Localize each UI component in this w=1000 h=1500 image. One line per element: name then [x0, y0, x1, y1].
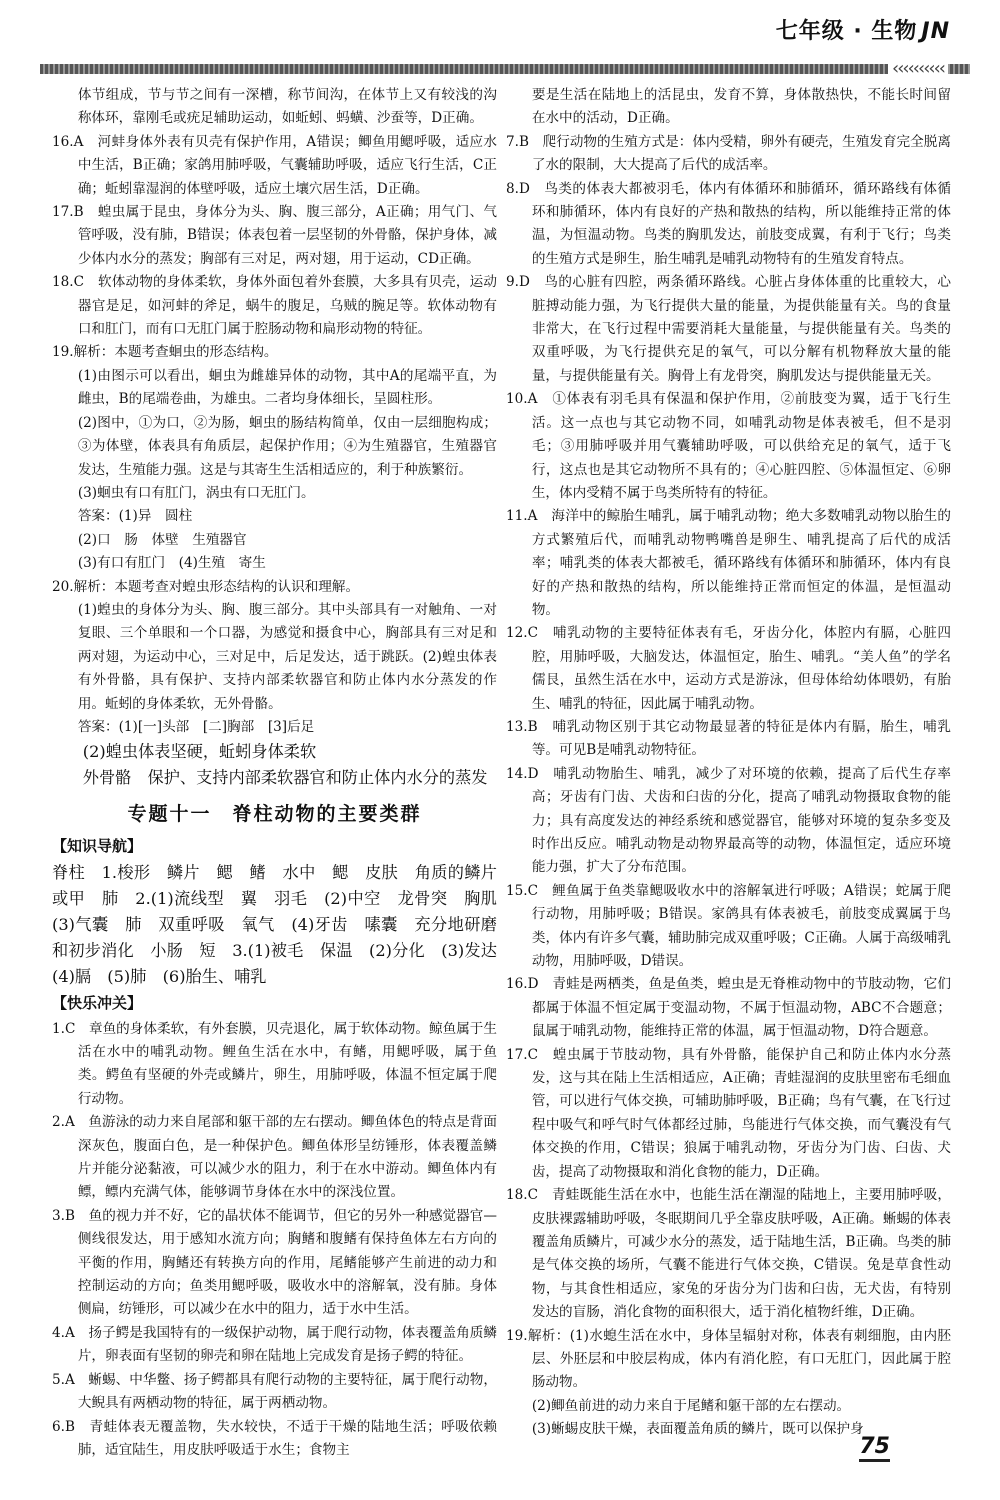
answer-paragraph: (3)蛔虫有口有肛门，涡虫有口无肛门。 [77, 484, 315, 501]
answer-paragraph: 3.B 鱼的视力并不好，它的晶状体不能调节，但它的另外一种感觉器官—侧线很发达，用于感知水流方向；胸鳍和腹鳍有保持鱼体左右方向的平衡的作用，胸鳍还有转换方向的作用，尾鳍能够产生前进的动力和控制运动的方向；鱼类用鳃呼吸，吸收水中的溶解氧，没有肺。身体侧扁，纺锤形，可以减少在水中的阻力，适于水中生活。 [52, 1207, 497, 1318]
header-chevrons: ‹‹‹‹‹‹‹‹‹‹ [888, 58, 948, 79]
answer-paragraph: 18.C 青蛙既能生活在水中，也能生活在潮湿的陆地上，主要用肺呼吸，皮肤裸露辅助呼吸，冬眠期间几乎全靠皮肤呼吸，A正确。蜥蜴的体表覆盖角质鳞片，可减少水分的蒸发，适于陆地生活，B正确。鸟类的肺是气体交换的场所，气囊不能进行气体交换，C错误。兔是草食性动物，与其食性相适应，家兔的牙齿分为门齿和臼齿，无犬齿，有特别发达的盲肠，消化食物的面积很大，适于消化植物纤维，D正确。 [506, 1187, 951, 1321]
right-column [506, 84, 951, 1442]
answer-paragraph: 13.B 哺乳动物区别于其它动物最显著的特征是体内有膈，胎生，哺乳等。可见B是哺乳动物特征。 [506, 718, 951, 759]
answer-paragraph: 7.B 爬行动物的生殖方式是：体内受精，卵外有硬壳，生殖发育完全脱离了水的限制，大大提高了后代的成活率。 [506, 133, 951, 174]
answer-paragraph: (3)蜥蜴皮肤干燥，表面覆盖角质的鳞片，既可以保护身 [531, 1421, 864, 1438]
answer-paragraph: 5.A 蜥蜴、中华鳖、扬子鳄都具有爬行动物的主要特征，属于爬行动物，大鲵具有两栖动物的特征，属于两栖动物。 [52, 1371, 497, 1412]
answer-paragraph: (2)图中，①为口，②为肠，蛔虫的肠结构简单，仅由一层细胞构成；③为体壁，体表具有角质层，起保护作用；④为生殖器官，生殖器官发达，生殖能力强。这是与其寄生生活相适应的，利于种族繁衍。 [77, 414, 497, 478]
answer-paragraph: 2.A 鱼游泳的动力来自尾部和躯干部的左右摆动。鲫鱼体色的特点是背面深灰色，腹面白色，是一种保护色。鲫鱼体形呈纺锤形，体表覆盖鳞片并能分泌黏液，可以减少水的阻力，利于在水中游动。鲫鱼体内有鳔，鳔内充满气体，能够调节身体在水中的深浅位置。 [52, 1114, 497, 1201]
answer-paragraph: 16.A 河蚌身体外表有贝壳有保护作用，A错误；鲫鱼用鳃呼吸，适应水中生活，B正确；家鸽用肺呼吸，气囊辅助呼吸，适应飞行生活，C正确；蚯蚓靠湿润的体壁呼吸，适应土壤穴居生活，D正确。 [52, 133, 497, 197]
answer-paragraph: 答案：(1)异 圆柱 [77, 508, 193, 525]
answer-paragraph: 外骨骼 保护、支持内部柔软器官和防止体内水分的蒸发 [82, 768, 488, 788]
answer-paragraph: 17.C 蝗虫属于节肢动物，具有外骨骼，能保护自己和防止体内水分蒸发，这与其在陆上生活相适应，A正确；青蛙湿润的皮肤里密布毛细血管，可以进行气体交换，可辅助肺呼吸，B正确；鸟有气囊，在飞行过程中吸气和呼气时气体都经过肺，鸟能进行气体交换，而气囊没有气体交换的作用，C错误；狼属于哺乳动物，牙齿分为门齿、臼齿、犬齿，提高了动物摄取和消化食物的能力，D正确。 [506, 1046, 951, 1180]
header-edition: JN [921, 19, 950, 44]
quiz-heading: 【快乐冲关】 [52, 994, 143, 1013]
answer-paragraph: 19.解析：本题考查蛔虫的形态结构。 [52, 344, 278, 361]
answer-paragraph: 体节组成，节与节之间有一深槽，称节间沟，在体节上又有较浅的沟称体环，靠刚毛或疣足辅助运动，如蚯蚓、蚂蟥、沙蚕等，D正确。 [77, 87, 497, 127]
answer-paragraph: 4.A 扬子鳄是我国特有的一级保护动物，属于爬行动物，体表覆盖角质鳞片，卵表面有坚韧的卵壳和卵在陆地上完成发育是扬子鳄的特征。 [52, 1324, 497, 1365]
answer-paragraph: (2)鲫鱼前进的动力来自于尾鳍和躯干部的左右摆动。 [531, 1397, 851, 1414]
answer-paragraph: 6.B 青蛙体表无覆盖物，失水较快，不适于干燥的陆地生活；呼吸依赖肺，适宜陆生，用皮肤呼吸适于水生；食物主 [52, 1418, 497, 1458]
answer-paragraph: (3)有口有肛门 (4)生殖 寄生 [77, 555, 266, 572]
answer-paragraph: 8.D 鸟类的体表大都被羽毛，体内有体循环和肺循环，循环路线有体循环和肺循环，体内有良好的产热和散热的结构，所以能维持正常的体温，为恒温动物。鸟类的胸肌发达，前肢变成翼，有利于飞行；鸟类的生殖方式是卵生，胎生哺乳是哺乳动物特有的生殖发育特点。 [506, 180, 951, 267]
header-title [776, 14, 950, 45]
left-column [52, 84, 514, 1462]
answer-paragraph: 17.B 蝗虫属于昆虫，身体分为头、胸、腹三部分，A正确；用气门、气管呼吸，没有肺，B错误；体表包着一层坚韧的外骨骼，保护身体，减少体内水分的蒸发；胸部有三对足，两对翅，用于运动，CD正确。 [52, 204, 497, 267]
answer-paragraph: 答案：(1)[一]头部 [二]胸部 [3]后足 [77, 718, 315, 735]
answer-paragraph: 20.解析：本题考查对蝗虫形态结构的认识和理解。 [52, 578, 360, 595]
left-answers-part1 [52, 84, 497, 791]
answer-paragraph: 15.C 鲤鱼属于鱼类靠鳃吸收水中的溶解氧进行呼吸；A错误；蛇属于爬行动物，用肺呼吸；B错误。家鸽具有体表被毛，前肢变成翼属于鸟类，体内有许多气囊，辅助肺完成双重呼吸；C正确。人属于高级哺乳动物，用肺呼吸，D错误。 [506, 882, 951, 970]
section-title: 专题十一 脊柱动物的主要类群 [127, 803, 422, 826]
page-header [0, 0, 1000, 80]
answer-paragraph: (1)由图示可以看出，蛔虫为雌雄异体的动物，其中A的尾端平直，为雌虫，B的尾端卷曲，为雄虫。二者均身体细长，呈圆柱形。 [77, 367, 497, 408]
page-number: 75 [859, 1434, 890, 1462]
answer-paragraph: 10.A ①体表有羽毛具有保温和保护作用，②前肢变为翼，适于飞行生活。这一点也与其它动物不同，如哺乳动物是体表被毛，但不是羽毛；③用肺呼吸并用气囊辅助呼吸，可以供给充足的氧气，适于飞行，这点也是其它动物所不具有的；④心脏四腔、⑤体温恒定、⑥卵生，体内受精不属于鸟类所特有的特征。 [506, 391, 951, 501]
answer-paragraph: 12.C 哺乳动物的主要特征体表有毛，牙齿分化，体腔内有膈，心脏四腔，用肺呼吸，大脑发达，体温恒定，胎生、哺乳。“美人鱼”的学名儒艮，虽然生活在水中，运动方式是游泳，但母体给幼体喂奶，有胎生、哺乳的特征，因此属于哺乳动物。 [506, 625, 951, 712]
header-rule [40, 64, 970, 74]
answer-paragraph: (2)蝗虫体表坚硬，蚯蚓身体柔软 [82, 742, 317, 762]
knowledge-content: 脊柱 1.梭形 鳞片 鳃 鳍 水中 鳃 皮肤 角质的鳞片或甲 肺 2.(1)流线型 翼 羽毛 (2)中空 龙骨突 胸肌 (3)气囊 肺 双重呼吸 氧气 (4)牙齿 嗉囊 充分地研磨和初步消化 小肠 短 3.(1)被毛 保温 (2)分化 (3)发达 (4)膈 (5)肺 (6)胎生、哺乳 [52, 863, 514, 987]
header-subject: 七年级 · 生物 [775, 19, 918, 44]
right-answers [506, 84, 951, 1442]
answer-paragraph: 1.C 章鱼的身体柔软，有外套膜，贝壳退化，属于软体动物。鲸鱼属于生活在水中的哺乳动物。鲤鱼生活在水中，有鳍，用鳃呼吸，属于鱼类。鳄鱼有坚硬的外壳或鳞片，卵生，用肺呼吸，体温不恒定属于爬行动物。 [52, 1020, 497, 1107]
answer-paragraph: 18.C 软体动物的身体柔软，身体外面包着外套膜，大多具有贝壳，运动器官是足，如河蚌的斧足，蜗牛的腹足，乌贼的腕足等。软体动物有口和肛门，而有口无肛门属于腔肠动物和扁形动物的特征。 [52, 274, 497, 338]
answer-paragraph: 要是生活在陆地上的活昆虫，发育不算，身体散热快，不能长时间留在水中的活动，D正确。 [531, 87, 951, 127]
answer-paragraph: 16.D 青蛙是两栖类，鱼是鱼类，蝗虫是无脊椎动物中的节肢动物，它们都属于体温不恒定属于变温动物，不属于恒温动物，ABC不合题意；鼠属于哺乳动物，能维持正常的体温，属于恒温动物，D符合题意。 [506, 976, 951, 1040]
answer-paragraph: 9.D 鸟的心脏有四腔，两条循环路线。心脏占身体体重的比重较大，心脏搏动能力强，为飞行提供大量的能量，为提供能量有关。鸟的食量非常大，在飞行过程中需要消耗大量能量，与提供能量有关。鸟类的双重呼吸，为飞行提供充足的氧气，可以分解有机物释放大量的能量，与提供能量有关。胸骨上有龙骨突，胸肌发达与提供能量无关。 [506, 274, 951, 384]
knowledge-heading: 【知识导航】 [52, 836, 143, 855]
answer-paragraph: 14.D 哺乳动物胎生、哺乳，减少了对环境的依赖，提高了后代生存率高；牙齿有门齿、犬齿和臼齿的分化，提高了哺乳动物摄取食物的能力；具有高度发达的神经系统和感觉器官，能够对环境的复杂多变及时作出反应。哺乳动物是动物界最高等的动物，体温恒定，适应环境能力强，扩大了分布范围。 [506, 765, 951, 876]
answer-paragraph: (2)口 肠 体壁 生殖器官 [77, 531, 247, 548]
answer-paragraph: 11.A 海洋中的鲸胎生哺乳，属于哺乳动物；绝大多数哺乳动物以胎生的方式繁殖后代，而哺乳动物鸭嘴兽是卵生、哺乳提高了后代的成活率；哺乳类的体表大都被毛，循环路线有体循环和肺循环，体内有良好的产热和散热的结构，所以能维持正常而恒定的体温，是恒温动物。 [506, 508, 951, 618]
answer-paragraph: (1)蝗虫的身体分为头、胸、腹三部分。其中头部具有一对触角、一对复眼、三个单眼和一个口器，为感觉和摄食中心，胸部具有三对足和两对翅，为运动中心，三对足中，后足发达，适于跳跃。(2)蝗虫体表有外骨骼，具有保护、支持内部柔软器官和防止体内水分蒸发的作用。蚯蚓的身体柔软，无外骨骼。 [77, 601, 497, 712]
answer-paragraph: 19.解析：(1)水螅生活在水中，身体呈辐射对称，体表有刺细胞，由内胚层、外胚层和中胶层构成，体内有消化腔，有口无肛门，因此属于腔肠动物。 [506, 1327, 951, 1391]
left-answers-part2 [52, 1018, 497, 1463]
